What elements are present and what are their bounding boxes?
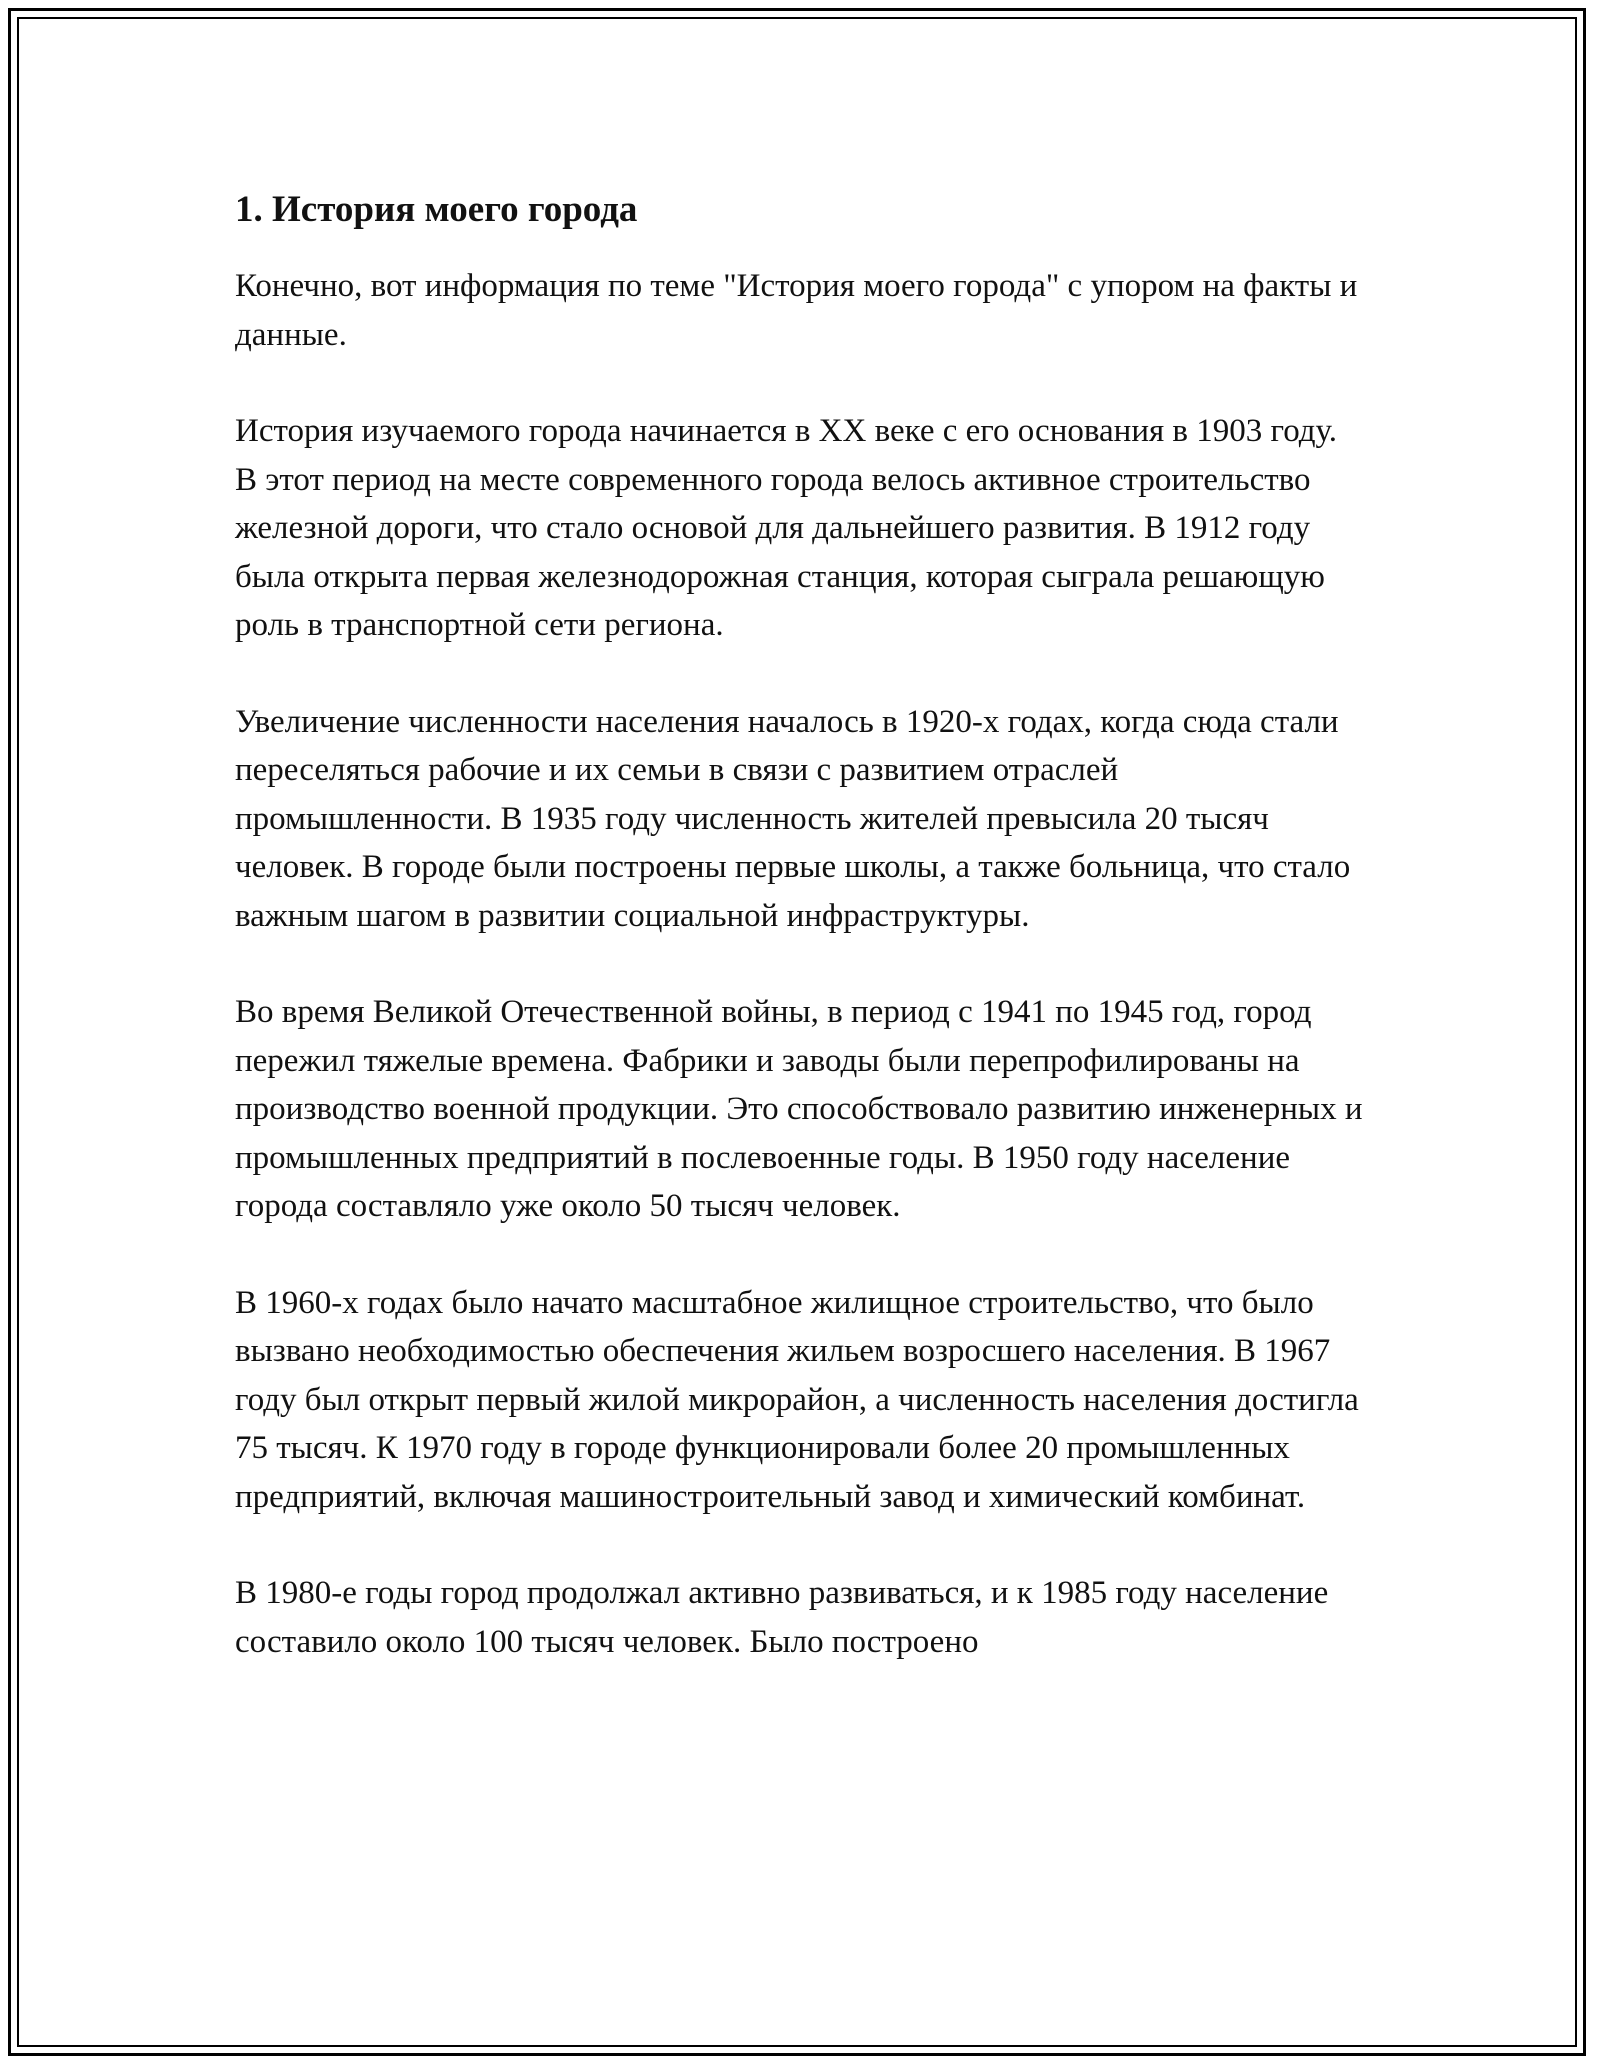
paragraph-population-growth: Увеличение численности населения началось в 1920-х годах, когда сюда стали переселяться рабочие и их семьи в связи с развитием отраслей промышленности. В 1935 году численность жителей превысила 20 тысяч человек. В городе были построены первые школы, а также больница, что стало важным шагом в развитии социальной инфраструктуры.: [235, 703, 1351, 934]
paragraph-founding: История изучаемого города начинается в XX веке с его основания в 1903 году. В этот период на месте современного города велось активное строительство железной дороги, что стало основой для дальнейшего развития. В 1912 году была открыта первая железнодорожная станция, которая сыграла решающую роль в транспортной сети региона.: [235, 413, 1337, 643]
paragraph-housing-1960s: В 1960-х годах было начато масштабное жилищное строительство, что было вызвано необходимостью обеспечения жильем возросшего населения. В 1967 году был открыт первый жилой микрорайон, а численность населения достигла 75 тысяч. К 1970 году в городе функционировали более 20 промышленных предприятий, включая машиностроительный завод и химический комбинат.: [235, 1284, 1359, 1515]
paragraph-intro: Конечно, вот информация по теме "История моего города" с упором на факты и данные.: [235, 268, 1358, 353]
document-title: 1. История моего города: [235, 189, 638, 230]
paragraph-war-period: Во время Великой Отечественной войны, в период с 1941 по 1945 год, город пережил тяжелые времена. Фабрики и заводы были перепрофилированы на производство военной продукции. Это способствовало развитию инженерных и промышленных предприятий в послевоенные годы. В 1950 году население города составляло уже около 50 тысяч человек.: [235, 994, 1363, 1224]
document-body: [235, 186, 1365, 1714]
paragraph-1980s: В 1980-е годы город продолжал активно развиваться, и к 1985 году население составило около 100 тысяч человек. Было построено: [235, 1575, 1329, 1660]
